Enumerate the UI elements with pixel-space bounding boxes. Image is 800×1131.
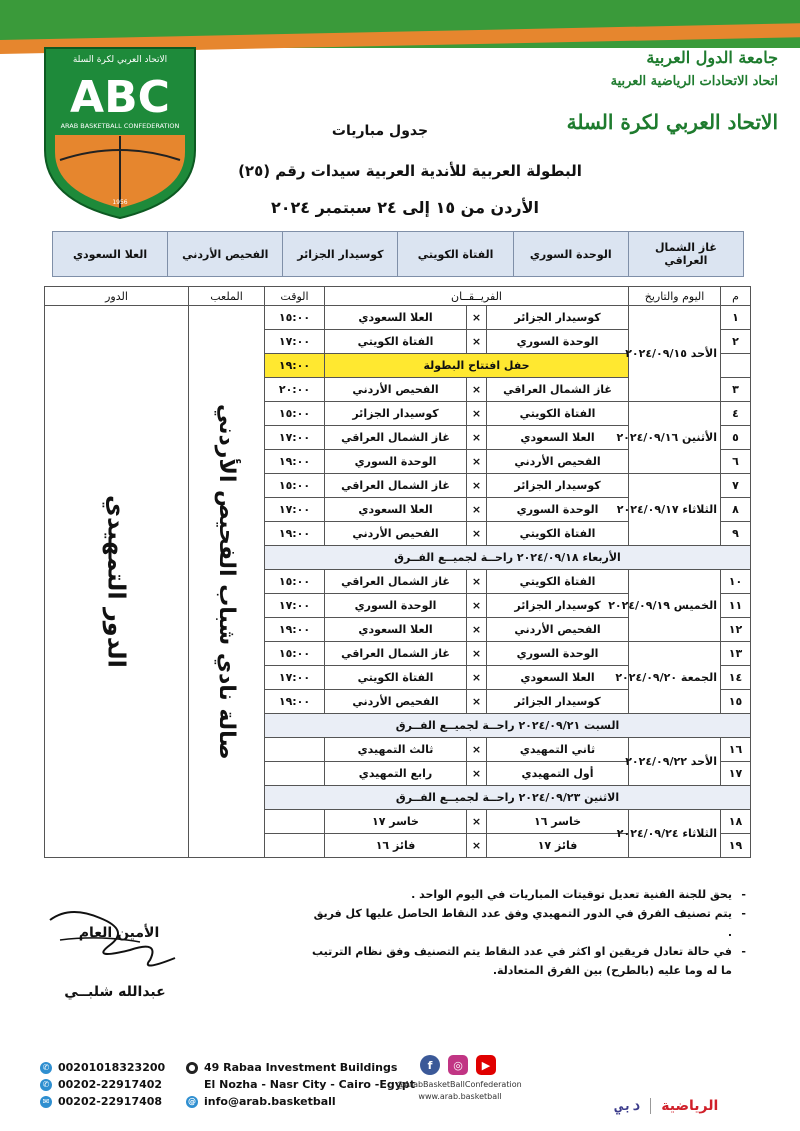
vs-sign: × [467, 666, 487, 690]
team-b: ثالث التمهيدي [325, 738, 467, 762]
match-day: الخميس ٢٠٢٤/٠٩/١٩ [629, 570, 721, 642]
team-b: الفتاة الكويتي [325, 666, 467, 690]
team-name: العلا السعودي [72, 247, 148, 261]
match-number: ١٧ [721, 762, 751, 786]
venue-cell [189, 306, 265, 858]
website[interactable]: www.arab.basketball [418, 1092, 502, 1101]
youtube-icon[interactable]: ▶ [476, 1055, 496, 1075]
team-name: الفتاة الكويتي [397, 232, 512, 276]
opening-ceremony: حفل افتتاح البطولة [325, 354, 629, 378]
signature-name: عبدالله شلبــي [64, 984, 166, 1000]
fax-number: 00202-22917408 [58, 1095, 163, 1108]
match-number: ١٨ [721, 810, 751, 834]
team-a: غاز الشمال العراقي [487, 378, 629, 402]
vs-sign: × [467, 402, 487, 426]
team-name: الفحيص الأردني [167, 232, 282, 276]
match-number: ٥ [721, 426, 751, 450]
match-number: ١٢ [721, 618, 751, 642]
team-a: الفتاة الكويتي [487, 402, 629, 426]
match-time: ١٧:٠٠ [265, 426, 325, 450]
team-b: العلا السعودي [325, 498, 467, 522]
phone-2 [40, 1078, 162, 1091]
match-number: ١٤ [721, 666, 751, 690]
email-address[interactable]: info@arab.basketball [204, 1095, 336, 1108]
org-line-2: اتحاد الاتحادات الرياضية العربية [610, 74, 778, 89]
match-time: ١٩:٠٠ [265, 618, 325, 642]
org-line-3: الاتحاد العربي لكرة السلة [566, 110, 778, 134]
vs-sign: × [467, 810, 487, 834]
match-time: ١٥:٠٠ [265, 402, 325, 426]
vs-sign: × [467, 378, 487, 402]
instagram-icon[interactable]: ◎ [448, 1055, 468, 1075]
fax [40, 1095, 162, 1108]
match-day: الأحد ٢٠٢٤/٠٩/٢٢ [629, 738, 721, 786]
schedule-title: جدول مباريات [331, 123, 429, 139]
team-a: كوسيدار الجزائر [487, 474, 629, 498]
team-name: غاز الشمال العراقي [628, 232, 743, 276]
match-time [265, 762, 325, 786]
team-b: غاز الشمال العراقي [325, 642, 467, 666]
match-day: الثلاثاء ٢٠٢٤/٠٩/١٧ [629, 474, 721, 546]
team-b: العلا السعودي [325, 618, 467, 642]
match-time: ١٧:٠٠ [265, 666, 325, 690]
team-b: الفحيص الأردني [325, 378, 467, 402]
header-time: الوقت [265, 287, 325, 306]
vs-sign: × [467, 306, 487, 330]
location-pin-icon: ● [186, 1062, 198, 1074]
note-item: - يحق للجنة الفنية تعديل توقيتات المباريات في اليوم الواحد . [308, 885, 732, 904]
social-icons [420, 1055, 496, 1075]
match-day: الأثنين ٢٠٢٤/٠٩/١٦ [629, 402, 721, 474]
vs-sign: × [467, 570, 487, 594]
match-number: ٣ [721, 378, 751, 402]
match-time: ١٩:٠٠ [265, 690, 325, 714]
team-a: الفتاة الكويتي [487, 522, 629, 546]
logo-year: 1956 [112, 199, 128, 206]
logo-text: ABC [70, 72, 170, 123]
abc-logo [40, 40, 200, 220]
team-name: كوسيدار الجزائر [282, 232, 397, 276]
team-a: كوسيدار الجزائر [487, 594, 629, 618]
team-b: الفحيص الأردني [325, 522, 467, 546]
schedule-table [44, 286, 751, 858]
broadcaster-logos [615, 1098, 718, 1114]
team-b: غاز الشمال العراقي [325, 570, 467, 594]
header-round: الدور [45, 287, 189, 306]
match-time [265, 738, 325, 762]
team-b: فائز ١٦ [325, 834, 467, 858]
match-time [265, 834, 325, 858]
match-number: ١ [721, 306, 751, 330]
match-time: ١٧:٠٠ [265, 330, 325, 354]
match-number: ٤ [721, 402, 751, 426]
team-a: كوسيدار الجزائر [487, 690, 629, 714]
match-day: الجمعة ٢٠٢٤/٠٩/٢٠ [629, 642, 721, 714]
rest-day: السبت ٢٠٢٤/٠٩/٢١ راحــة لجميــع الفــرق [265, 714, 751, 738]
team-b: الوحدة السوري [325, 450, 467, 474]
match-number-empty [721, 354, 751, 378]
team-b: غاز الشمال العراقي [325, 474, 467, 498]
phone-icon: ✆ [40, 1062, 52, 1074]
vs-sign: × [467, 450, 487, 474]
match-number: ١٥ [721, 690, 751, 714]
match-time: ١٥:٠٠ [265, 306, 325, 330]
match-number: ٧ [721, 474, 751, 498]
match-number: ١٠ [721, 570, 751, 594]
vs-sign: × [467, 498, 487, 522]
team-a: الفحيص الأردني [487, 450, 629, 474]
note-item: - يتم تصنيف الفرق في الدور التمهيدي وفق عدد النقاط الحاصل عليها كل فريق . [308, 904, 732, 942]
team-a: ثاني التمهيدي [487, 738, 629, 762]
vs-sign: × [467, 834, 487, 858]
address-line-1: 49 Rabaa Investment Buildings [204, 1061, 398, 1074]
facebook-icon[interactable]: f [420, 1055, 440, 1075]
opening-time: ١٩:٠٠ [265, 354, 325, 378]
teams-bar [52, 231, 744, 277]
vs-sign: × [467, 522, 487, 546]
match-number: ١١ [721, 594, 751, 618]
match-number: ٨ [721, 498, 751, 522]
brand-divider [650, 1098, 651, 1114]
match-time: ٢٠:٠٠ [265, 378, 325, 402]
note-item: - في حالة تعادل فريقين او اكثر في عدد النقاط يتم التصنيف وفق نظام الترتيب ما له وما عليه (بالطرح) بين الفرق المتعادلة. [308, 942, 732, 980]
address-line-2: El Nozha - Nasr City - Cairo -Egypt [204, 1078, 416, 1091]
table-header-row [45, 287, 751, 306]
org-line-1: جامعة الدول العربية [646, 48, 778, 67]
match-time: ١٧:٠٠ [265, 594, 325, 618]
logo-arabic: الاتحاد العربي لكرة السلة [72, 55, 168, 65]
match-number: ١٦ [721, 738, 751, 762]
match-time: ١٥:٠٠ [265, 642, 325, 666]
phone-2-number: 00202-22917402 [58, 1078, 163, 1091]
team-a: أول التمهيدي [487, 762, 629, 786]
vs-sign: × [467, 474, 487, 498]
team-a: كوسيدار الجزائر [487, 306, 629, 330]
dubai-logo: دبي [615, 1098, 641, 1114]
email[interactable] [186, 1095, 336, 1108]
header-venue: الملعب [189, 287, 265, 306]
match-number: ٩ [721, 522, 751, 546]
header-teams: الفريــقــان [325, 287, 629, 306]
team-name: الوحدة السوري [513, 232, 628, 276]
match-time: ١٥:٠٠ [265, 474, 325, 498]
table-row [45, 306, 751, 330]
rest-day: الاثنين ٢٠٢٤/٠٩/٢٣ راحــة لجميــع الفــرق [265, 786, 751, 810]
vs-sign: × [467, 738, 487, 762]
address [186, 1061, 397, 1074]
match-day: الأحد ٢٠٢٤/٠٩/١٥ [629, 306, 721, 402]
header-num: م [721, 287, 751, 306]
vs-sign: × [467, 618, 487, 642]
match-time [265, 810, 325, 834]
team-a: الوحدة السوري [487, 642, 629, 666]
facebook-handle[interactable]: @ArabBasketBallConfederation [396, 1080, 522, 1089]
vs-sign: × [467, 642, 487, 666]
team-a: العلا السعودي [487, 426, 629, 450]
match-time: ١٧:٠٠ [265, 498, 325, 522]
location-dates: الأردن من ١٥ إلى ٢٤ سبتمبر ٢٠٢٤ [270, 198, 540, 217]
match-number: ١٩ [721, 834, 751, 858]
match-time: ١٩:٠٠ [265, 522, 325, 546]
team-a: العلا السعودي [487, 666, 629, 690]
team-b: غاز الشمال العراقي [325, 426, 467, 450]
match-day: الثلاثاء ٢٠٢٤/٠٩/٢٤ [629, 810, 721, 858]
header-day: اليوم والتاريخ [629, 287, 721, 306]
phone-1-number: 00201018323200 [58, 1061, 166, 1074]
team-b: رابع التمهيدي [325, 762, 467, 786]
match-number: ٢ [721, 330, 751, 354]
championship-title: البطولة العربية للأندية العربية سيدات رقم (٢٥) [238, 162, 582, 180]
team-b: الفتاة الكويتي [325, 330, 467, 354]
team-a: الفتاة الكويتي [487, 570, 629, 594]
team-b: كوسيدار الجزائر [325, 402, 467, 426]
notes [308, 885, 748, 980]
match-number: ١٣ [721, 642, 751, 666]
match-number: ٦ [721, 450, 751, 474]
team-a: الوحدة السوري [487, 498, 629, 522]
rest-day: الأربعاء ٢٠٢٤/٠٩/١٨ راحــة لجميــع الفــرق [265, 546, 751, 570]
team-a: خاسر ١٦ [487, 810, 629, 834]
team-a: فائز ١٧ [487, 834, 629, 858]
vs-sign: × [467, 330, 487, 354]
match-time: ١٥:٠٠ [265, 570, 325, 594]
riyadiya-logo: الرياضية [661, 1098, 719, 1114]
team-b: خاسر ١٧ [325, 810, 467, 834]
team-b: الفحيص الأردني [325, 690, 467, 714]
logo-subtitle: ARAB BASKETBALL CONFEDERATION [60, 122, 180, 130]
signature-title: الأمين العام [78, 925, 160, 941]
team-a: الوحدة السوري [487, 330, 629, 354]
phone-1 [40, 1061, 165, 1074]
team-b: الوحدة السوري [325, 594, 467, 618]
vs-sign: × [467, 426, 487, 450]
team-b: العلا السعودي [325, 306, 467, 330]
fax-icon: ✉ [40, 1096, 52, 1108]
phone-icon: ✆ [40, 1079, 52, 1091]
email-icon: @ [188, 1097, 196, 1106]
team-a: الفحيص الأردني [487, 618, 629, 642]
venue-name: صالة نادي شباب الفحيص الأردني [214, 403, 239, 760]
vs-sign: × [467, 594, 487, 618]
vs-sign: × [467, 762, 487, 786]
round-cell [45, 306, 189, 858]
match-time: ١٩:٠٠ [265, 450, 325, 474]
vs-sign: × [467, 690, 487, 714]
round-name: الدور التمهيدي [102, 495, 131, 668]
